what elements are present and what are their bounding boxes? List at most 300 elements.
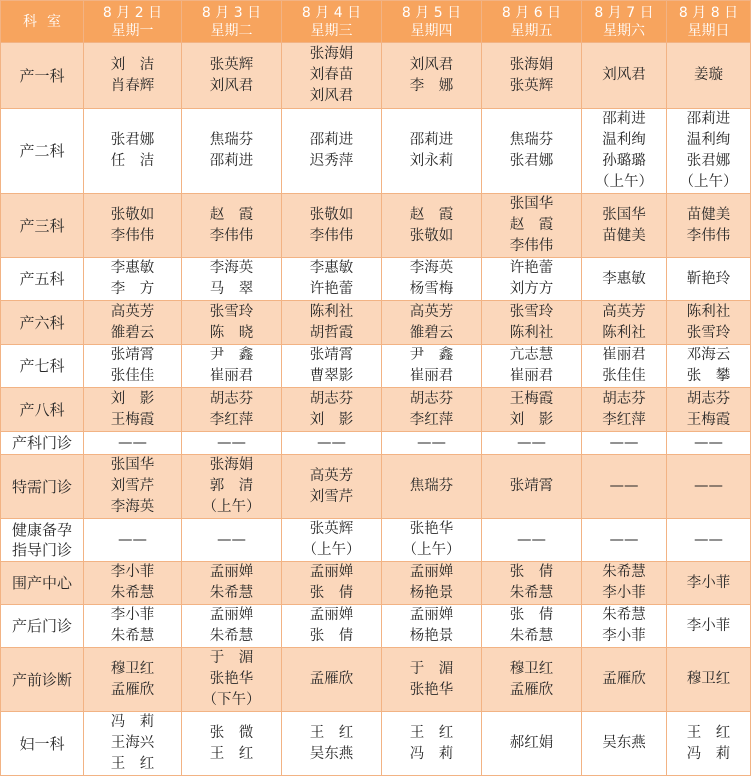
schedule-row xyxy=(1,194,751,258)
duty-cell xyxy=(667,605,751,648)
department-cell xyxy=(1,388,84,432)
staff-name: 刘风君 xyxy=(209,77,254,94)
staff-name: 于 湄 xyxy=(409,660,454,677)
day-date: 8 月 8 日 xyxy=(678,4,739,21)
staff-name: 张 倩 xyxy=(309,585,354,601)
staff-name: —— xyxy=(118,434,147,451)
staff-name: 张艳华 xyxy=(409,681,454,698)
staff-name: 张靖霄 xyxy=(509,478,554,494)
duty-cell xyxy=(667,712,751,776)
staff-name: 李小菲 xyxy=(110,564,155,580)
duty-cell xyxy=(84,455,182,519)
department-cell xyxy=(1,519,84,562)
duty-cell xyxy=(667,648,751,712)
staff-name: 肖春辉 xyxy=(110,77,155,94)
day-date: 8 月 5 日 xyxy=(401,4,462,21)
duty-cell xyxy=(182,648,282,712)
staff-name: 陈利社 xyxy=(509,324,554,341)
duty-cell xyxy=(282,388,382,432)
staff-name: 李伟伟 xyxy=(509,238,554,254)
department-cell xyxy=(1,648,84,712)
staff-name: 尹 鑫 xyxy=(209,347,254,363)
department-name-line: 产三科 xyxy=(19,216,65,235)
staff-name: 张敬如 xyxy=(110,206,155,223)
schedule-row xyxy=(1,605,751,648)
staff-name: 邵莉进 xyxy=(309,132,354,148)
staff-name: 张君娜 xyxy=(110,132,155,148)
duty-cell xyxy=(182,301,282,345)
duty-cell xyxy=(582,109,667,194)
staff-name: 李海英 xyxy=(209,260,254,276)
duty-cell xyxy=(182,345,282,388)
staff-name: 朱希慧 xyxy=(110,628,155,644)
staff-name: 李惠敏 xyxy=(602,270,646,287)
staff-name: 赵 霞 xyxy=(509,217,554,233)
staff-name: 冯 莉 xyxy=(110,714,155,730)
duty-cell xyxy=(482,605,582,648)
staff-name: 焦瑞芬 xyxy=(409,478,454,494)
department-name-line: 产八科 xyxy=(19,400,65,419)
staff-name: 李 娜 xyxy=(409,77,454,94)
department-name-line: 产七科 xyxy=(19,357,65,375)
duty-cell xyxy=(482,562,582,605)
staff-name: 穆卫红 xyxy=(110,660,155,677)
staff-name: （下午） xyxy=(202,692,261,708)
schedule-row xyxy=(1,455,751,519)
staff-name: 李伟伟 xyxy=(110,227,155,244)
staff-name: 陈利社 xyxy=(602,324,646,341)
staff-name: 李小菲 xyxy=(686,574,731,591)
staff-name: 王 红 xyxy=(209,745,254,762)
staff-name: 焦瑞芬 xyxy=(209,132,254,148)
staff-name: 孟丽婵 xyxy=(309,564,354,580)
staff-name: 张敬如 xyxy=(409,227,454,244)
staff-name: 许艳蕾 xyxy=(509,260,554,276)
department-cell xyxy=(1,432,84,455)
department-name-line: 产六科 xyxy=(19,313,65,332)
duty-cell xyxy=(84,345,182,388)
staff-name: 张雪玲 xyxy=(209,303,254,320)
staff-name: 陈 晓 xyxy=(209,324,254,341)
staff-name: 张艳华 xyxy=(409,521,454,537)
staff-name: 李红萍 xyxy=(409,411,454,428)
duty-cell xyxy=(282,109,382,194)
staff-name: 穆卫红 xyxy=(509,660,554,677)
duty-cell xyxy=(382,109,482,194)
staff-name: 李海英 xyxy=(110,499,155,515)
duty-cell xyxy=(282,648,382,712)
header-row xyxy=(1,1,751,43)
staff-name: 张敬如 xyxy=(309,206,354,223)
staff-name: 高英芳 xyxy=(409,303,454,320)
staff-name: 刘春苗 xyxy=(309,67,354,83)
department-name-line: 产一科 xyxy=(19,66,65,85)
duty-cell xyxy=(282,712,382,776)
duty-cell xyxy=(182,562,282,605)
schedule-row xyxy=(1,258,751,301)
duty-cell xyxy=(182,712,282,776)
staff-name: 张海娟 xyxy=(209,457,254,473)
department-name-line: 指导门诊 xyxy=(11,541,72,559)
staff-name: 邵莉进 xyxy=(602,111,646,127)
schedule-row xyxy=(1,109,751,194)
staff-name: 苗健美 xyxy=(686,206,731,223)
schedule-row xyxy=(1,43,751,109)
staff-name: 张海娟 xyxy=(309,46,354,62)
duty-cell xyxy=(382,562,482,605)
staff-name: 李小菲 xyxy=(686,617,731,634)
department-cell xyxy=(1,258,84,301)
staff-name: 杨艳景 xyxy=(409,585,454,601)
duty-cell xyxy=(667,109,751,194)
staff-name: 张佳佳 xyxy=(110,368,155,384)
staff-name: 郭 清 xyxy=(209,478,254,494)
staff-name: 邓海云 xyxy=(686,347,731,363)
staff-name: 赵 霞 xyxy=(209,206,254,223)
duty-cell xyxy=(382,43,482,109)
staff-name: 邵莉进 xyxy=(686,111,731,127)
duty-cell xyxy=(282,605,382,648)
staff-name: 胡哲霞 xyxy=(309,324,354,341)
staff-name: 李伟伟 xyxy=(309,227,354,244)
staff-name: 胡志芬 xyxy=(602,390,646,407)
staff-name: 迟秀萍 xyxy=(309,153,354,169)
day-date: 8 月 7 日 xyxy=(594,4,654,21)
staff-name: 于 湄 xyxy=(209,650,254,666)
staff-name: —— xyxy=(217,434,246,451)
staff-name: 李小菲 xyxy=(602,585,646,601)
staff-name: 崔丽君 xyxy=(509,368,554,384)
staff-name: 高英芳 xyxy=(110,303,155,320)
staff-name: 胡志芬 xyxy=(209,390,254,407)
staff-name: 焦瑞芬 xyxy=(509,132,554,148)
staff-name: 刘 洁 xyxy=(110,56,155,73)
staff-name: 吴东燕 xyxy=(309,745,354,762)
staff-name: 孟雁欣 xyxy=(602,671,646,687)
duty-cell xyxy=(482,712,582,776)
staff-name: 王梅霞 xyxy=(110,411,155,428)
staff-name: （上午） xyxy=(679,174,738,190)
day-weekday: 星期二 xyxy=(210,22,253,39)
schedule-row xyxy=(1,712,751,776)
staff-name: 冯 莉 xyxy=(686,745,731,762)
day-weekday: 星期四 xyxy=(410,22,453,39)
department-cell xyxy=(1,194,84,258)
duty-cell xyxy=(582,345,667,388)
duty-cell xyxy=(182,605,282,648)
staff-name: 孟雁欣 xyxy=(110,681,155,698)
duty-cell xyxy=(667,345,751,388)
staff-name: —— xyxy=(118,531,147,548)
duty-cell xyxy=(382,605,482,648)
duty-cell xyxy=(282,345,382,388)
duty-cell xyxy=(582,194,667,258)
department-cell xyxy=(1,301,84,345)
department-cell xyxy=(1,43,84,109)
duty-cell xyxy=(582,605,667,648)
day-weekday: 星期三 xyxy=(310,22,353,39)
staff-name: 张 倩 xyxy=(309,628,354,644)
staff-name: 李红萍 xyxy=(602,411,646,428)
staff-name: 邵莉进 xyxy=(209,153,254,169)
staff-name: 孟丽婵 xyxy=(409,564,454,580)
staff-name: 张君娜 xyxy=(686,153,731,169)
staff-name: 马 翠 xyxy=(209,281,254,297)
duty-cell xyxy=(582,648,667,712)
duty-cell xyxy=(182,43,282,109)
staff-name: 陈利社 xyxy=(686,303,731,320)
duty-cell xyxy=(582,432,667,455)
staff-name: 张国华 xyxy=(509,196,554,212)
department-cell xyxy=(1,109,84,194)
duty-cell xyxy=(667,432,751,455)
day-date: 8 月 6 日 xyxy=(501,4,562,21)
staff-name: 张雪玲 xyxy=(686,324,731,341)
duty-cell xyxy=(382,455,482,519)
duty-cell xyxy=(182,109,282,194)
staff-name: 李伟伟 xyxy=(209,227,254,244)
staff-name: 孟丽婵 xyxy=(209,564,254,580)
duty-cell xyxy=(482,301,582,345)
department-cell xyxy=(1,562,84,605)
staff-name: 王梅霞 xyxy=(686,411,731,428)
day-header xyxy=(582,1,667,43)
staff-name: （上午） xyxy=(402,542,461,558)
duty-cell xyxy=(382,301,482,345)
duty-cell xyxy=(582,388,667,432)
duty-cell xyxy=(282,455,382,519)
staff-name: 张海娟 xyxy=(509,56,554,73)
department-name-line: 产后门诊 xyxy=(11,617,72,635)
staff-name: 李惠敏 xyxy=(309,260,354,276)
staff-name: —— xyxy=(609,531,639,548)
staff-name: 许艳蕾 xyxy=(309,281,354,297)
duty-cell xyxy=(282,43,382,109)
department-cell xyxy=(1,712,84,776)
duty-cell xyxy=(84,43,182,109)
staff-name: —— xyxy=(417,434,446,451)
day-date: 8 月 3 日 xyxy=(201,4,262,21)
duty-cell xyxy=(667,388,751,432)
duty-cell xyxy=(482,43,582,109)
duty-cell xyxy=(182,388,282,432)
staff-name: 吴东燕 xyxy=(602,735,646,751)
staff-name: 杨艳景 xyxy=(409,628,454,644)
duty-cell xyxy=(482,388,582,432)
staff-name: —— xyxy=(217,531,246,548)
day-header xyxy=(282,1,382,43)
staff-name: —— xyxy=(609,478,639,494)
duty-cell xyxy=(182,194,282,258)
department-column-header: 科室 xyxy=(1,1,84,43)
staff-name: 刘雪芹 xyxy=(110,478,155,494)
duty-cell xyxy=(667,562,751,605)
department-name-line: 特需门诊 xyxy=(11,477,72,496)
staff-name: 温利绚 xyxy=(686,132,731,148)
schedule-row xyxy=(1,562,751,605)
duty-cell xyxy=(382,194,482,258)
schedule-row xyxy=(1,648,751,712)
day-header xyxy=(182,1,282,43)
staff-name: 李小菲 xyxy=(602,628,646,644)
duty-cell xyxy=(667,43,751,109)
staff-name: 张 微 xyxy=(209,724,254,741)
duty-cell xyxy=(282,432,382,455)
duty-cell xyxy=(182,258,282,301)
staff-name: —— xyxy=(317,434,346,451)
duty-cell xyxy=(667,519,751,562)
day-weekday: 星期六 xyxy=(603,22,645,39)
staff-name: —— xyxy=(694,478,723,494)
staff-name: 朱希慧 xyxy=(110,585,155,601)
staff-name: 曹翠影 xyxy=(309,368,354,384)
staff-name: 朱希慧 xyxy=(209,585,254,601)
day-weekday: 星期五 xyxy=(510,22,553,39)
staff-name: 高英芳 xyxy=(309,467,354,484)
staff-name: 朱希慧 xyxy=(602,607,646,623)
duty-cell xyxy=(482,455,582,519)
duty-cell xyxy=(482,345,582,388)
staff-name: 张 攀 xyxy=(686,368,731,384)
duty-cell xyxy=(667,301,751,345)
staff-name: 朱希慧 xyxy=(509,585,554,601)
staff-name: —— xyxy=(694,434,723,451)
staff-name: 朱希慧 xyxy=(602,564,646,580)
duty-cell xyxy=(582,712,667,776)
staff-name: 张 倩 xyxy=(509,607,554,623)
duty-cell xyxy=(84,562,182,605)
department-name-line: 健康备孕 xyxy=(11,521,72,539)
staff-name: 崔丽君 xyxy=(602,347,646,363)
staff-name: 孟雁欣 xyxy=(509,681,554,698)
duty-cell xyxy=(84,712,182,776)
duty-cell xyxy=(582,519,667,562)
department-name-line: 围产中心 xyxy=(11,574,72,592)
staff-name: 孟雁欣 xyxy=(309,671,354,687)
staff-name: 张君娜 xyxy=(509,153,554,169)
staff-name: 张英辉 xyxy=(509,77,554,94)
staff-name: 亢志慧 xyxy=(509,347,554,363)
duty-cell xyxy=(667,194,751,258)
staff-name: 张靖霄 xyxy=(309,347,354,363)
day-header xyxy=(84,1,182,43)
department-name-line: 产前诊断 xyxy=(11,670,72,689)
staff-name: 刘风君 xyxy=(409,56,454,73)
staff-name: 孟丽婵 xyxy=(309,607,354,623)
department-name-line: 产五科 xyxy=(19,270,65,288)
staff-name: （上午） xyxy=(202,499,261,515)
duty-cell xyxy=(282,562,382,605)
duty-cell xyxy=(582,43,667,109)
staff-name: 崔丽君 xyxy=(209,368,254,384)
staff-name: 孟丽婵 xyxy=(409,607,454,623)
staff-name: 尹 鑫 xyxy=(409,347,454,363)
duty-cell xyxy=(667,258,751,301)
staff-name: 张英辉 xyxy=(309,521,354,537)
staff-name: 张英辉 xyxy=(209,56,254,73)
staff-name: 张靖霄 xyxy=(110,347,155,363)
staff-name: 李惠敏 xyxy=(110,260,155,276)
duty-cell xyxy=(382,345,482,388)
duty-cell xyxy=(182,519,282,562)
staff-name: 刘风君 xyxy=(309,88,354,104)
day-date: 8 月 2 日 xyxy=(102,4,163,21)
day-date: 8 月 4 日 xyxy=(301,4,362,21)
staff-name: 姜璇 xyxy=(694,67,723,83)
staff-name: 温利绚 xyxy=(602,132,646,148)
duty-cell xyxy=(482,648,582,712)
department-cell xyxy=(1,455,84,519)
duty-cell xyxy=(282,194,382,258)
staff-name: 刘方方 xyxy=(509,281,554,297)
staff-name: —— xyxy=(517,531,546,548)
duty-cell xyxy=(482,519,582,562)
duty-cell xyxy=(382,712,482,776)
staff-name: 朱希慧 xyxy=(509,628,554,644)
schedule-row xyxy=(1,345,751,388)
staff-name: 崔丽君 xyxy=(409,368,454,384)
staff-name: 赵 霞 xyxy=(409,206,454,223)
staff-name: 胡志芬 xyxy=(686,390,731,407)
staff-name: —— xyxy=(694,531,723,548)
schedule-row xyxy=(1,519,751,562)
duty-cell xyxy=(582,455,667,519)
duty-cell xyxy=(84,388,182,432)
staff-name: 冯 莉 xyxy=(409,745,454,762)
duty-cell xyxy=(382,519,482,562)
duty-cell xyxy=(84,301,182,345)
duty-cell xyxy=(382,432,482,455)
duty-cell xyxy=(482,258,582,301)
staff-name: 高英芳 xyxy=(602,303,646,320)
staff-name: 靳艳玲 xyxy=(686,270,731,287)
staff-name: 杨雪梅 xyxy=(409,281,454,297)
staff-name: 雒碧云 xyxy=(409,324,454,341)
duty-cell xyxy=(582,562,667,605)
staff-name: 郝红娟 xyxy=(509,735,554,751)
staff-name: 李伟伟 xyxy=(686,227,731,244)
staff-name: 雒碧云 xyxy=(110,324,155,341)
staff-name: （上午） xyxy=(595,174,653,190)
duty-cell xyxy=(84,605,182,648)
staff-name: 张国华 xyxy=(110,457,155,473)
duty-cell xyxy=(482,432,582,455)
staff-name: 刘 影 xyxy=(309,411,354,428)
schedule-row xyxy=(1,388,751,432)
duty-cell xyxy=(482,109,582,194)
duty-cell xyxy=(482,194,582,258)
staff-name: 王梅霞 xyxy=(509,390,554,407)
staff-name: 穆卫红 xyxy=(686,671,731,687)
duty-cell xyxy=(282,258,382,301)
day-header xyxy=(667,1,751,43)
staff-name: 刘 影 xyxy=(509,411,554,428)
staff-name: 朱希慧 xyxy=(209,628,254,644)
staff-name: 王海兴 xyxy=(110,735,155,751)
duty-cell xyxy=(182,432,282,455)
duty-cell xyxy=(582,301,667,345)
duty-cell xyxy=(84,109,182,194)
duty-cell xyxy=(382,258,482,301)
staff-name: 李小菲 xyxy=(110,607,155,623)
duty-cell xyxy=(182,455,282,519)
duty-cell xyxy=(84,194,182,258)
department-name-line: 产二科 xyxy=(19,142,65,160)
duty-cell xyxy=(582,258,667,301)
staff-name: 张国华 xyxy=(602,206,646,223)
staff-name: 李海英 xyxy=(409,260,454,276)
schedule-row xyxy=(1,432,751,455)
